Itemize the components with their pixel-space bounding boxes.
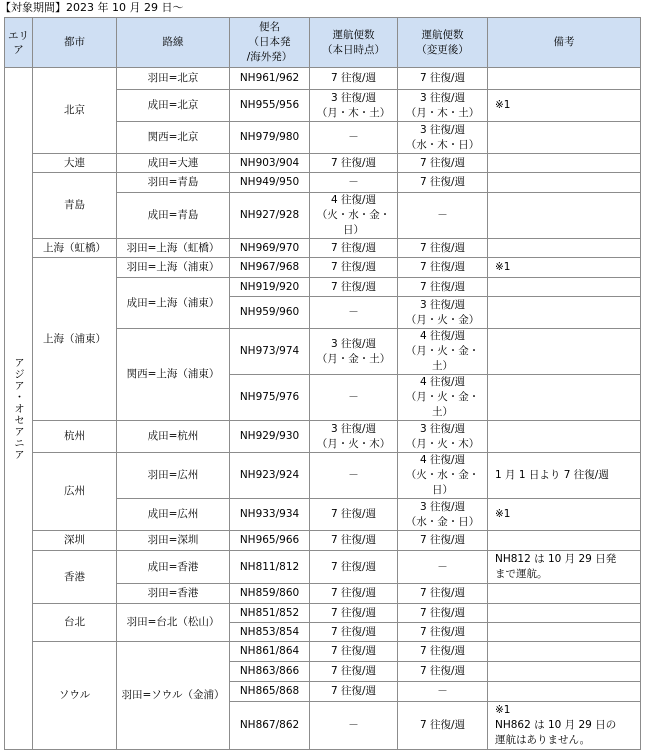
route-cell: 関西=上海（浦東）: [117, 329, 230, 421]
note-cell: [488, 297, 641, 329]
route-cell: 羽田=台北（松山）: [117, 604, 230, 642]
flight-cell: NH853/854: [230, 623, 310, 642]
changed-cell: 3 往復/週 （月・火・木）: [398, 421, 488, 453]
changed-cell: 7 往復/週: [398, 623, 488, 642]
flight-cell: NH961/962: [230, 68, 310, 90]
changed-cell: 7 往復/週: [398, 584, 488, 604]
changed-cell: 7 往復/週: [398, 604, 488, 623]
flight-cell: NH865/868: [230, 682, 310, 702]
changed-cell: 3 往復/週 （月・木・土）: [398, 90, 488, 122]
note-cell: [488, 68, 641, 90]
current-cell: 3 往復/週 （月・木・土）: [310, 90, 398, 122]
current-cell: 7 往復/週: [310, 531, 398, 551]
note-cell: [488, 604, 641, 623]
note-cell: [488, 193, 641, 239]
note-cell: NH812 は 10 月 29 日発 まで運航。: [488, 551, 641, 584]
note-cell: [488, 239, 641, 258]
route-cell: 成田=北京: [117, 90, 230, 122]
changed-cell: 7 往復/週: [398, 239, 488, 258]
note-cell: ※1: [488, 499, 641, 531]
note-cell: [488, 278, 641, 297]
note-cell: ※1: [488, 90, 641, 122]
current-cell: 3 往復/週 （月・火・木）: [310, 421, 398, 453]
current-cell: 3 往復/週 （月・金・土）: [310, 329, 398, 375]
current-cell: 7 往復/週: [310, 682, 398, 702]
table-row: [5, 551, 641, 584]
header-remarks: 備考: [488, 18, 641, 68]
current-cell: －: [310, 375, 398, 421]
flight-cell: NH859/860: [230, 584, 310, 604]
changed-cell: 3 往復/週 （水・木・日）: [398, 122, 488, 154]
current-cell: －: [310, 173, 398, 193]
changed-cell: 7 往復/週: [398, 662, 488, 682]
header-city: 都市: [33, 18, 117, 68]
note-cell: [488, 173, 641, 193]
route-cell: 羽田=広州: [117, 453, 230, 499]
note-cell: [488, 584, 641, 604]
note-cell: [488, 375, 641, 421]
changed-cell: 4 往復/週 （月・火・金・土）: [398, 375, 488, 421]
table-row: [5, 154, 641, 173]
changed-cell: 3 往復/週 （月・火・金）: [398, 297, 488, 329]
route-cell: 羽田=ソウル（金浦）: [117, 642, 230, 750]
flight-cell: NH929/930: [230, 421, 310, 453]
table-row: [5, 258, 641, 278]
current-cell: 7 往復/週: [310, 623, 398, 642]
flight-cell: NH919/920: [230, 278, 310, 297]
note-cell: [488, 122, 641, 154]
city-cell: 上海（虹橋）: [33, 239, 117, 258]
table-row: [5, 453, 641, 499]
current-cell: 7 往復/週: [310, 239, 398, 258]
route-cell: 成田=上海（浦東）: [117, 278, 230, 329]
city-cell: 上海（浦東）: [33, 258, 117, 421]
current-cell: 7 往復/週: [310, 584, 398, 604]
flight-cell: NH927/928: [230, 193, 310, 239]
city-cell: ソウル: [33, 642, 117, 750]
changed-cell: 3 往復/週 （水・金・日）: [398, 499, 488, 531]
changed-cell: 7 往復/週: [398, 68, 488, 90]
table-row: [5, 173, 641, 193]
flight-cell: NH969/970: [230, 239, 310, 258]
route-cell: 羽田=青島: [117, 173, 230, 193]
flight-cell: NH973/974: [230, 329, 310, 375]
changed-cell: 7 往復/週: [398, 173, 488, 193]
changed-cell: 7 往復/週: [398, 278, 488, 297]
flight-cell: NH965/966: [230, 531, 310, 551]
route-cell: 成田=香港: [117, 551, 230, 584]
flight-cell: NH975/976: [230, 375, 310, 421]
city-cell: 北京: [33, 68, 117, 154]
current-cell: 7 往復/週: [310, 642, 398, 662]
changed-cell: －: [398, 193, 488, 239]
note-cell: [488, 623, 641, 642]
changed-cell: 7 往復/週: [398, 642, 488, 662]
note-cell: [488, 682, 641, 702]
flight-cell: NH955/956: [230, 90, 310, 122]
changed-cell: 4 往復/週 （火・水・金・日）: [398, 453, 488, 499]
city-cell: 台北: [33, 604, 117, 642]
route-cell: 羽田=深圳: [117, 531, 230, 551]
current-cell: －: [310, 122, 398, 154]
city-cell: 青島: [33, 173, 117, 239]
flight-cell: NH967/968: [230, 258, 310, 278]
current-cell: 7 往復/週: [310, 68, 398, 90]
table-row: [5, 68, 641, 90]
header-current: 運航便数 （本日時点）: [310, 18, 398, 68]
note-cell: [488, 421, 641, 453]
changed-cell: 7 往復/週: [398, 154, 488, 173]
current-cell: －: [310, 453, 398, 499]
changed-cell: 7 往復/週: [398, 531, 488, 551]
flight-cell: NH861/864: [230, 642, 310, 662]
current-cell: －: [310, 297, 398, 329]
header-flight: 便名 （日本発 /海外発）: [230, 18, 310, 68]
current-cell: 7 往復/週: [310, 154, 398, 173]
changed-cell: 7 往復/週: [398, 258, 488, 278]
route-cell: 成田=青島: [117, 193, 230, 239]
table-row: [5, 239, 641, 258]
changed-cell: 7 往復/週: [398, 702, 488, 750]
flight-cell: NH959/960: [230, 297, 310, 329]
table-row: [5, 531, 641, 551]
city-cell: 香港: [33, 551, 117, 604]
note-cell: [488, 531, 641, 551]
header-changed: 運航便数 （変更後）: [398, 18, 488, 68]
current-cell: 7 往復/週: [310, 278, 398, 297]
note-cell: 1 月 1 日より 7 往復/週: [488, 453, 641, 499]
route-cell: 羽田=北京: [117, 68, 230, 90]
route-cell: 羽田=香港: [117, 584, 230, 604]
city-cell: 広州: [33, 453, 117, 531]
note-cell: [488, 642, 641, 662]
current-cell: 7 往復/週: [310, 662, 398, 682]
header-route: 路線: [117, 18, 230, 68]
route-cell: 羽田=上海（浦東）: [117, 258, 230, 278]
current-cell: 4 往復/週 （火・水・金・日）: [310, 193, 398, 239]
current-cell: 7 往復/週: [310, 604, 398, 623]
flight-cell: NH979/980: [230, 122, 310, 154]
flight-cell: NH863/866: [230, 662, 310, 682]
route-cell: 成田=杭州: [117, 421, 230, 453]
flight-cell: NH903/904: [230, 154, 310, 173]
changed-cell: －: [398, 551, 488, 584]
header-row: [5, 18, 641, 68]
header-area: エリア: [5, 18, 33, 68]
changed-cell: －: [398, 682, 488, 702]
flight-cell: NH923/924: [230, 453, 310, 499]
route-cell: 羽田=上海（虹橋）: [117, 239, 230, 258]
flight-cell: NH949/950: [230, 173, 310, 193]
note-cell: ※1: [488, 258, 641, 278]
period-label: 【対象期間】2023 年 10 月 29 日～: [0, 1, 184, 14]
flight-cell: NH933/934: [230, 499, 310, 531]
note-cell: [488, 154, 641, 173]
route-cell: 成田=大連: [117, 154, 230, 173]
table-row: [5, 642, 641, 662]
route-cell: 成田=広州: [117, 499, 230, 531]
note-cell: ※1 NH862 は 10 月 29 日の 運航はありません。: [488, 702, 641, 750]
current-cell: 7 往復/週: [310, 499, 398, 531]
changed-cell: 4 往復/週 （月・火・金・土）: [398, 329, 488, 375]
note-cell: [488, 662, 641, 682]
current-cell: 7 往復/週: [310, 551, 398, 584]
note-cell: [488, 329, 641, 375]
flight-cell: NH811/812: [230, 551, 310, 584]
table-row: [5, 421, 641, 453]
city-cell: 大連: [33, 154, 117, 173]
route-cell: 関西=北京: [117, 122, 230, 154]
city-cell: 深圳: [33, 531, 117, 551]
flight-schedule-table: [4, 17, 641, 750]
current-cell: －: [310, 702, 398, 750]
flight-cell: NH867/862: [230, 702, 310, 750]
city-cell: 杭州: [33, 421, 117, 453]
current-cell: 7 往復/週: [310, 258, 398, 278]
table-row: [5, 604, 641, 623]
flight-cell: NH851/852: [230, 604, 310, 623]
area-cell: アジア・オセアニア: [5, 68, 33, 750]
